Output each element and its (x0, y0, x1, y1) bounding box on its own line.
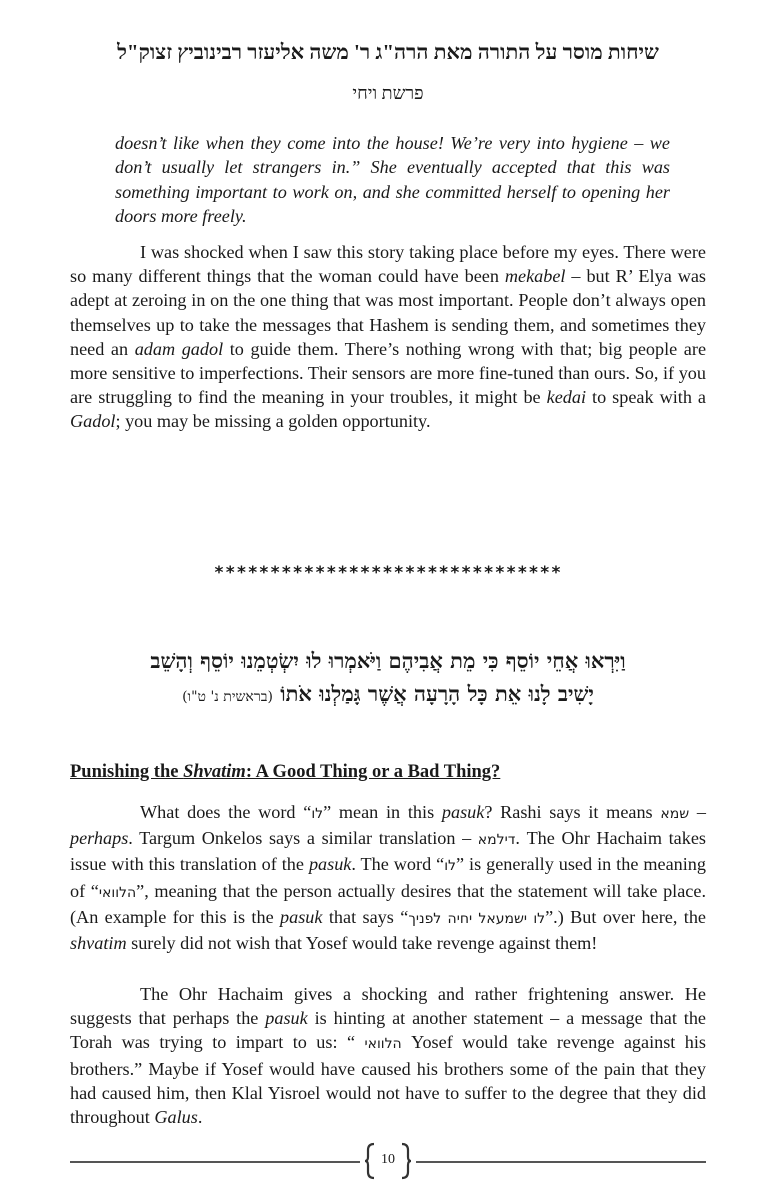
running-header-parsha: פרשת ויחי (352, 83, 424, 103)
footer-rule-left (70, 1161, 360, 1163)
section-heading: Punishing the Shvatim: A Good Thing or a Bad Thing? (70, 762, 501, 782)
section-separator: ******************************* (213, 563, 563, 583)
pasuk-source: (בראשית נ' ט"ו) (182, 689, 273, 705)
running-header-title: שיחות מוסר על התורה מאת הרה"ג ר' משה אליעזר רבינוביץ זצוק"ל (117, 40, 659, 64)
quote-block: doesn’t like when they come into the house! We’re very into hygiene – we don’t usually let strangers in.” She eventually accepted that this was something important to work on, and she committed herself to opening her doors more freely. (115, 133, 670, 226)
pasuk-line-2: יָשִׁיב לָנוּ אֵת כָּל הָרָעָה אֲשֶׁר גָּמַלְנוּ אֹתוֹ (בראשית נ' ט"ו) (182, 681, 594, 706)
paragraph-lu-meaning: What does the word “לו” mean in this pasuk? Rashi says it means שמא – perhaps. Targum Onkelos says a similar translation – דילמא. The Ohr Hachaim takes issue with this translation of the pasuk. The word “לו” is generally used in the meaning of “הלוואי”, meaning that the person actually desires that the statement will take place. (An example for this is the pasuk that says “לו ישמעאל יחיה לפניך”.) But over here, the shvatim surely did not wish that Yosef would take revenge against them! (70, 802, 706, 954)
paragraph-story-reflection: I was shocked when I saw this story taking place before my eyes. There were so many different things that the woman could have been mekabel – but R’ Elya was adept at zeroing in on the one thing that was most important. People don’t always open themselves up to take the messages that Hashem is sending them, and sometimes they need an adam gadol to guide them. There’s nothing wrong with that; big people are more sensitive to imperfections. Their sensors are more fine-tuned than ours. So, if you are struggling to find the meaning in your troubles, it might be kedai to speak with a Gadol; you may be missing a golden opportunity. (70, 242, 707, 432)
pasuk-line-1: וַיִּרְאוּ אֲחֵי יוֹסֵף כִּי מֵת אֲבִיהֶם וַיֹּאמְרוּ לוּ יִשְׂטְמֵנוּ יוֹסֵף וְהָשֵׁב (150, 648, 626, 673)
pasuk-quote (70, 644, 706, 714)
paragraph-ohr-hachaim-answer: The Ohr Hachaim gives a shocking and rather frightening answer. He suggests that perhaps the pasuk is hinting at another statement – a message that the Torah was trying to impart to us: “ הלוואי Yosef would take revenge against his brothers.” Maybe if Yosef would have caused his brothers some of the pain that they had caused him, then Klal Yisroel would not have to suffer to the degree that they did throughout Galus. (70, 984, 707, 1128)
footer-rule-right (416, 1161, 706, 1163)
page-number: 10 (381, 1152, 395, 1167)
